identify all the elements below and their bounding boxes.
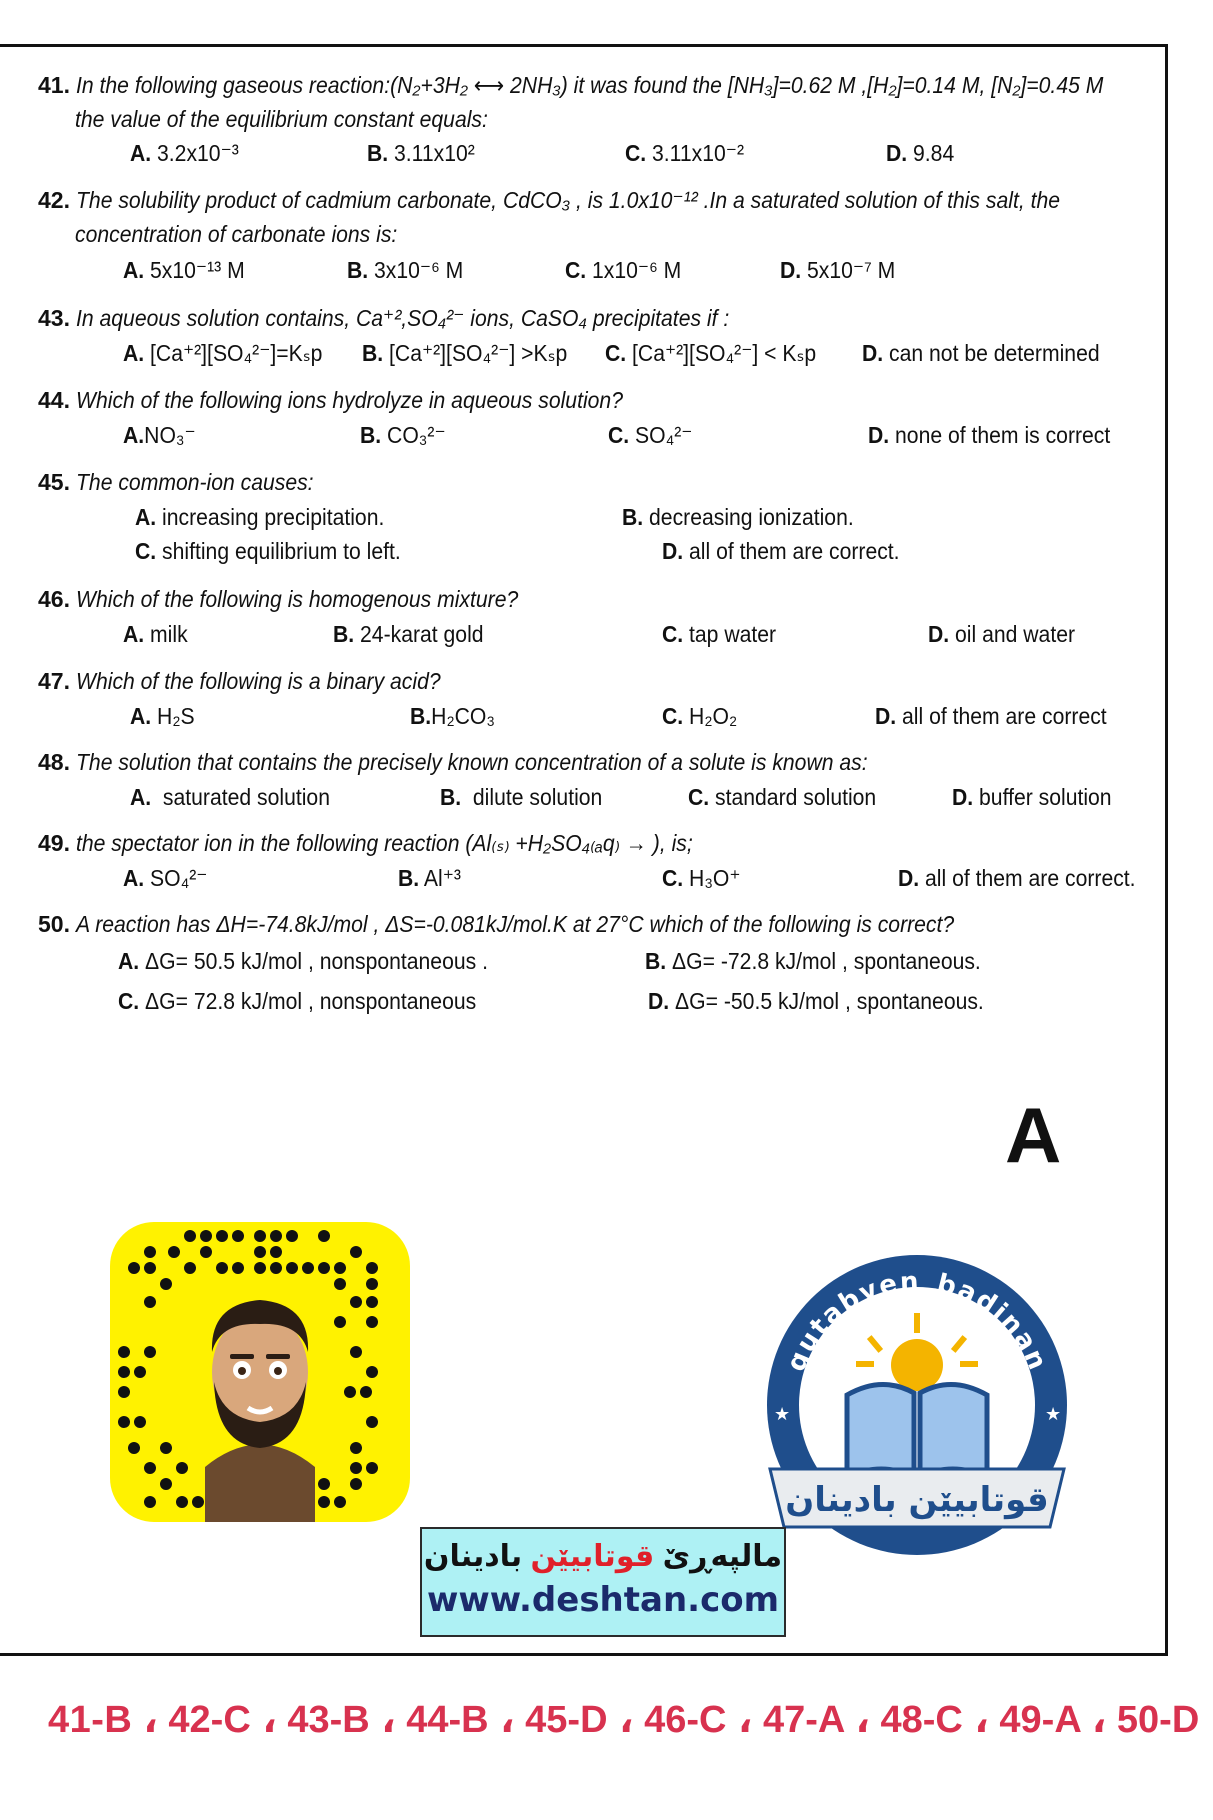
question-47: 47. Which of the following is a binary acid? <box>38 668 441 694</box>
option-41-c: C. 3.11x10⁻² <box>625 140 744 166</box>
option-49-d: D. all of them are correct. <box>898 865 1136 891</box>
option-44-b: B. CO₃²⁻ <box>360 422 446 448</box>
option-49-b: B. Al⁺³ <box>398 865 461 891</box>
question-45: 45. The common-ion causes: <box>38 469 314 495</box>
option-44-a: A.NO₃⁻ <box>123 422 196 448</box>
option-45-c: C. shifting equilibrium to left. <box>135 538 401 564</box>
option-50-b: B. ΔG= -72.8 kJ/mol , spontaneous. <box>645 948 981 974</box>
option-46-d: D. oil and water <box>928 621 1076 647</box>
option-50-d: D. ΔG= -50.5 kJ/mol , spontaneous. <box>648 988 984 1014</box>
question-41: 41. In the following gaseous reaction:(N₂+3H₂ ⟷ 2NH₃) it was found the [NH₃]=0.62 M ,[H₂]=0.14 M, [N₂]=0.45 M <box>38 72 1104 98</box>
question-41-stem-line2: the value of the equilibrium constant equals: <box>75 106 488 132</box>
option-48-c: C. standard solution <box>688 784 877 810</box>
exam-version-letter: A <box>1005 1091 1062 1179</box>
option-50-c: C. ΔG= 72.8 kJ/mol , nonspontaneous <box>118 988 477 1014</box>
option-42-a: A. 5x10⁻¹³ M <box>123 257 245 283</box>
option-45-d: D. all of them are correct. <box>662 538 900 564</box>
option-46-c: C. tap water <box>662 621 777 647</box>
svg-text:★: ★ <box>1045 1404 1062 1424</box>
site-url[interactable]: www.deshtan.com <box>426 1580 780 1620</box>
option-49-a: A. SO₄²⁻ <box>123 865 208 891</box>
option-41-d: D. 9.84 <box>886 140 955 166</box>
svg-text:★: ★ <box>774 1404 791 1424</box>
option-43-d: D. can not be determined <box>862 340 1100 366</box>
option-41-b: B. 3.11x10² <box>367 140 475 166</box>
website-box <box>420 1527 786 1637</box>
option-43-b: B. [Ca⁺²][SO₄²⁻] >Kₛp <box>362 340 568 366</box>
option-45-b: B. decreasing ionization. <box>622 504 854 530</box>
option-48-a: A. saturated solution <box>130 784 330 810</box>
question-44: 44. Which of the following ions hydrolyze in aqueous solution? <box>38 387 624 413</box>
option-43-a: A. [Ca⁺²][SO₄²⁻]=Kₛp <box>123 340 323 366</box>
option-45-a: A. increasing precipitation. <box>135 504 385 530</box>
logo-banner-text: قوتابیێن بادینان <box>785 1480 1049 1520</box>
question-43: 43. In aqueous solution contains, Ca⁺²,SO₄²⁻ ions, CaSO₄ precipitates if : <box>38 305 730 331</box>
option-44-d: D. none of them is correct <box>868 422 1111 448</box>
option-44-c: C. SO₄²⁻ <box>608 422 693 448</box>
option-41-a: A. 3.2x10⁻³ <box>130 140 239 166</box>
option-49-c: C. H₃O⁺ <box>662 865 741 891</box>
question-49: 49. the spectator ion in the following reaction (Al₍ₛ₎ +H₂SO₄₍ₐq₎ → ), is; <box>38 830 694 856</box>
option-47-d: D. all of them are correct <box>875 703 1107 729</box>
snapcode-dots <box>110 1222 410 1522</box>
question-50: 50. A reaction has ΔH=-74.8kJ/mol , ΔS=-0.081kJ/mol.K at 27°C which of the following is correct? <box>38 911 955 937</box>
option-47-b: B.H₂CO₃ <box>410 703 496 729</box>
logo-ring-text: qutabyen_badinan <box>781 1266 1053 1376</box>
option-46-b: B. 24-karat gold <box>333 621 484 647</box>
question-42: 42. The solubility product of cadmium carbonate, CdCO₃ , is 1.0x10⁻¹² .In a saturated solution of this salt, the <box>38 187 1061 213</box>
option-47-a: A. H₂S <box>130 703 195 729</box>
answer-key: 41-B ، 42-C ، 43-B ، 44-B ، 45-D ، 46-C ، 47-A ، 48-C ، 49-A ، 50-D <box>48 1699 1200 1741</box>
snapcode-qr <box>110 1222 410 1522</box>
question-48: 48. The solution that contains the precisely known concentration of a solute is known as: <box>38 749 868 775</box>
option-46-a: A. milk <box>123 621 188 647</box>
avatar <box>205 1300 315 1522</box>
option-42-c: C. 1x10⁻⁶ M <box>565 257 682 283</box>
option-43-c: C. [Ca⁺²][SO₄²⁻] < Kₛp <box>605 340 817 366</box>
qutabyen-badinan-logo <box>752 1225 1082 1555</box>
option-48-b: B. dilute solution <box>440 784 603 810</box>
logo-graphic <box>752 1225 1082 1555</box>
question-46: 46. Which of the following is homogenous mixture? <box>38 586 519 612</box>
option-42-b: B. 3x10⁻⁶ M <box>347 257 464 283</box>
site-arabic-title: مالپەڕێ قوتابیێن بادینان <box>423 1540 783 1573</box>
option-48-d: D. buffer solution <box>952 784 1112 810</box>
option-42-d: D. 5x10⁻⁷ M <box>780 257 896 283</box>
option-50-a: A. ΔG= 50.5 kJ/mol , nonspontaneous . <box>118 948 488 974</box>
option-47-c: C. H₂O₂ <box>662 703 738 729</box>
question-42-stem-line2: concentration of carbonate ions is: <box>75 221 398 247</box>
